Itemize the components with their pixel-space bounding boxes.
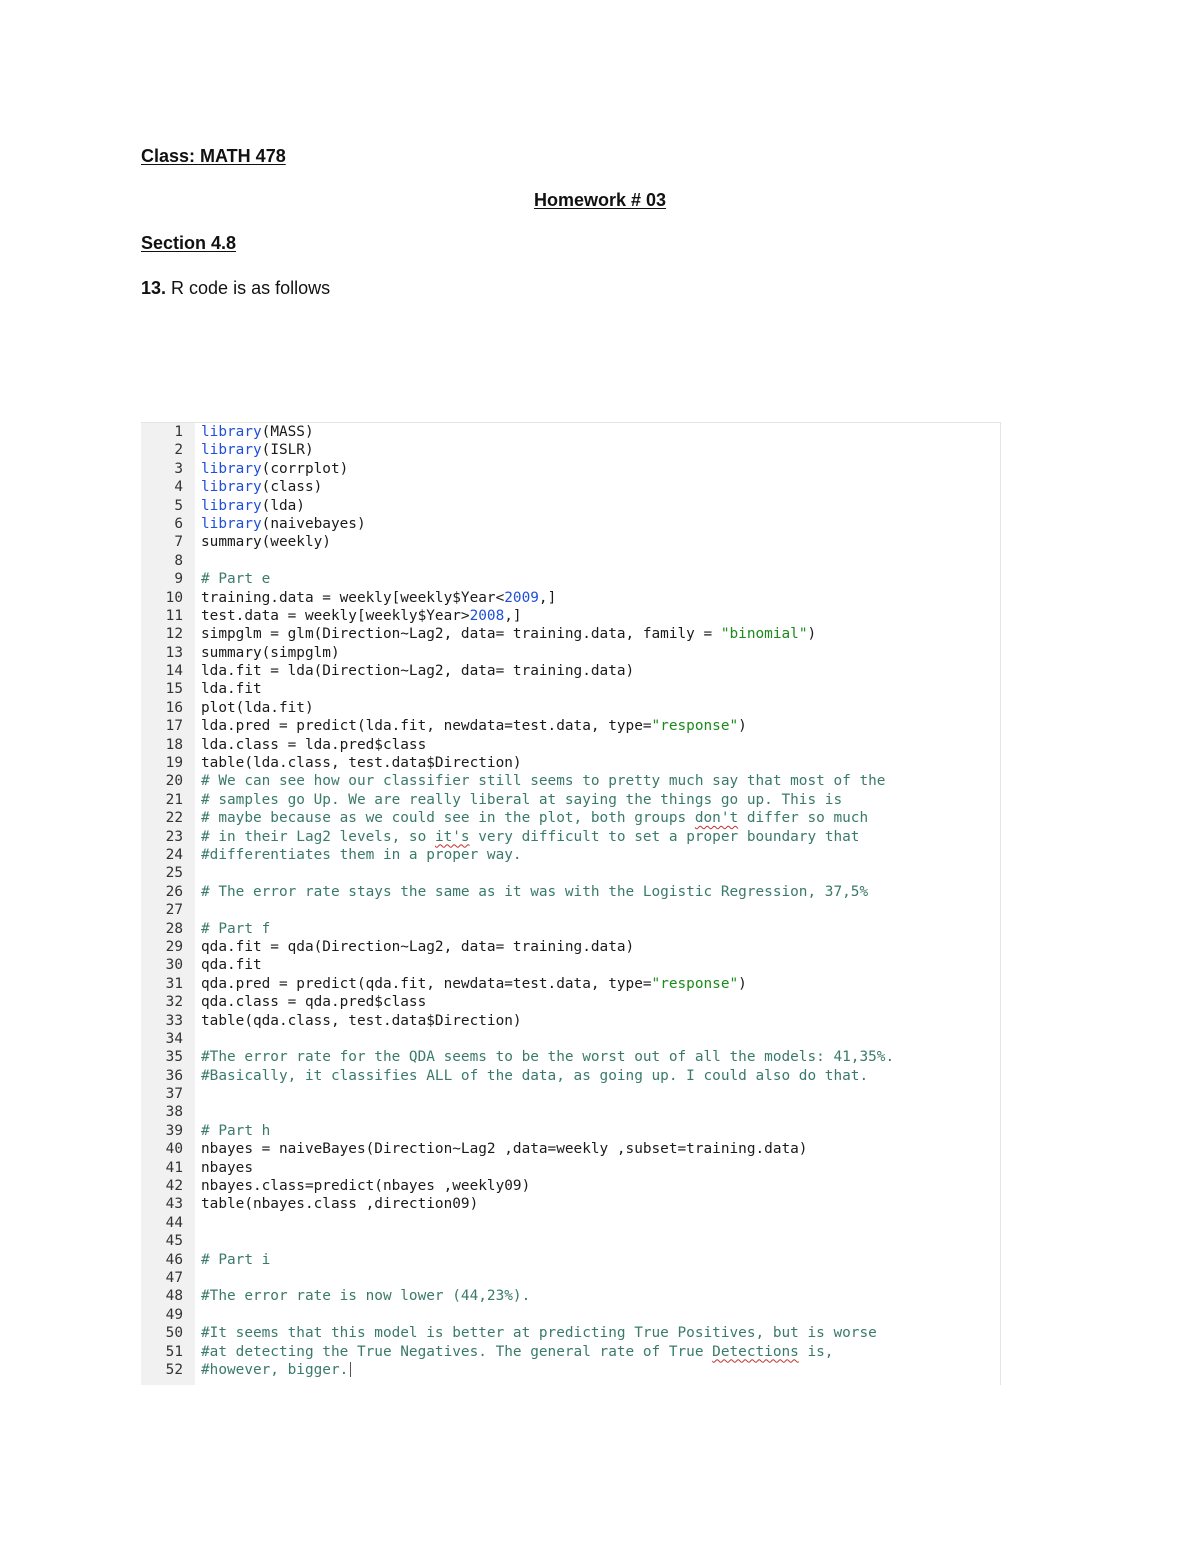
code-line	[141, 607, 1000, 625]
code-token: differ so much	[738, 810, 869, 827]
code-line	[141, 680, 1000, 698]
line-number: 48	[165, 1288, 183, 1305]
line-number: 18	[165, 736, 183, 753]
code-token: # The error rate stays the same as it was with the Logistic Regression, 37,5%	[201, 883, 869, 900]
code-text	[201, 1122, 270, 1140]
code-line	[141, 662, 1000, 680]
line-number: 4	[174, 479, 183, 496]
code-line	[141, 644, 1000, 662]
code-token: #at detecting the True Negatives. The general rate of True	[201, 1343, 713, 1360]
code-token: library	[201, 479, 262, 496]
problem-number: 13.	[141, 278, 167, 298]
code-token: 2008	[469, 607, 505, 624]
code-line	[141, 1324, 1000, 1342]
code-line	[141, 772, 1000, 790]
line-number: 13	[165, 644, 183, 661]
line-number: 42	[165, 1178, 183, 1195]
code-line	[141, 1195, 1000, 1213]
line-number: 2	[174, 442, 183, 459]
code-token: # Part h	[201, 1122, 271, 1139]
line-number: 26	[165, 883, 183, 900]
code-text	[201, 920, 270, 938]
code-line	[141, 1048, 1000, 1066]
code-token: qda.fit = qda(Direction~Lag2, data= training.data)	[201, 938, 635, 955]
code-token: # maybe because as we could see in the plot, both groups	[201, 810, 695, 827]
code-text	[201, 938, 634, 956]
code-line	[141, 1306, 1000, 1324]
line-number: 14	[165, 663, 183, 680]
line-number: 34	[165, 1030, 183, 1047]
code-token: #The error rate is now lower (44,23%).	[201, 1288, 531, 1305]
line-number: 20	[165, 773, 183, 790]
code-token: very difficult to set a proper boundary that	[469, 828, 860, 845]
code-text	[201, 993, 426, 1011]
line-number: 44	[165, 1214, 183, 1231]
code-token: "response"	[651, 718, 739, 735]
code-line	[141, 736, 1000, 754]
code-token: )	[738, 718, 747, 735]
code-text	[201, 717, 747, 735]
code-line	[141, 625, 1000, 643]
code-text	[201, 1287, 530, 1305]
code-text	[201, 1159, 253, 1177]
line-number: 40	[165, 1141, 183, 1158]
code-text	[201, 772, 885, 790]
code-text	[201, 809, 868, 827]
code-token: "response"	[651, 975, 739, 992]
code-line	[141, 497, 1000, 515]
code-token: table(nbayes.class ,direction09)	[201, 1196, 479, 1213]
code-token: #The error rate for the QDA seems to be the worst out of all the models: 41,35%.	[201, 1049, 895, 1066]
line-number: 17	[165, 718, 183, 735]
class-label: Class: MATH 478	[141, 146, 286, 166]
code-token: training.data = weekly[weekly$Year<	[201, 589, 505, 606]
code-text	[201, 644, 340, 662]
code-token: test.data = weekly[weekly$Year>	[201, 607, 470, 624]
code-token: #Basically, it classifies ALL of the data, as going up. I could also do that.	[201, 1067, 869, 1084]
code-token: # in their Lag2 levels, so	[201, 828, 435, 845]
code-token: library	[201, 497, 262, 514]
line-number: 39	[165, 1122, 183, 1139]
line-number: 32	[165, 994, 183, 1011]
code-line	[141, 901, 1000, 919]
code-text	[201, 975, 747, 993]
line-number: 41	[165, 1159, 183, 1176]
code-line	[141, 1214, 1000, 1232]
line-number: 7	[174, 534, 183, 551]
code-line	[141, 791, 1000, 809]
code-text	[201, 570, 270, 588]
code-text	[201, 1361, 351, 1379]
line-number: 46	[165, 1251, 183, 1268]
code-token: (class)	[261, 479, 323, 496]
code-text	[201, 1177, 530, 1195]
code-token: #however, bigger.	[201, 1361, 349, 1378]
code-token: is,	[798, 1343, 834, 1360]
code-token: #differentiates them in a proper way.	[201, 846, 522, 863]
code-token: Detections	[712, 1343, 799, 1360]
code-line	[141, 920, 1000, 938]
code-token: nbayes	[201, 1159, 253, 1176]
code-text	[201, 846, 522, 864]
line-number: 35	[165, 1049, 183, 1066]
code-line	[141, 1103, 1000, 1121]
line-number: 33	[165, 1012, 183, 1029]
code-token: ,]	[538, 589, 557, 606]
code-token: ,]	[504, 607, 522, 624]
code-token: lda.class = lda.pred$class	[201, 736, 427, 753]
line-number: 10	[165, 589, 183, 606]
line-number: 43	[165, 1196, 183, 1213]
code-token: library	[201, 424, 262, 440]
code-token: table(qda.class, test.data$Direction)	[201, 1012, 522, 1029]
line-number: 11	[165, 607, 183, 624]
line-number: 36	[165, 1067, 183, 1084]
code-text	[201, 1195, 478, 1213]
code-line	[141, 809, 1000, 827]
line-number: 16	[165, 699, 183, 716]
line-number: 19	[165, 755, 183, 772]
problem-statement	[141, 277, 330, 299]
code-line	[141, 1030, 1000, 1048]
code-text	[201, 1048, 894, 1066]
code-text	[201, 607, 522, 625]
code-token: nbayes = naiveBayes(Direction~Lag2 ,data=weekly ,subset=training.data)	[201, 1141, 808, 1158]
code-editor-screenshot	[141, 422, 1001, 1385]
code-token: (lda)	[261, 497, 305, 514]
code-line	[141, 478, 1000, 496]
code-text	[201, 736, 426, 754]
code-line	[141, 570, 1000, 588]
line-number: 45	[165, 1233, 183, 1250]
code-token: nbayes.class=predict(nbayes ,weekly09)	[201, 1178, 531, 1195]
code-text	[201, 1343, 833, 1361]
code-token: library	[201, 460, 262, 477]
code-token: don't	[694, 810, 739, 827]
code-text	[201, 625, 816, 643]
code-line	[141, 1085, 1000, 1103]
code-token: # samples go Up. We are really liberal at saying the things go up. This is	[201, 791, 843, 808]
problem-text: R code is as follows	[166, 278, 331, 298]
code-token: lda.fit	[201, 681, 262, 698]
code-line	[141, 1177, 1000, 1195]
code-line	[141, 1122, 1000, 1140]
line-number: 28	[165, 920, 183, 937]
code-token: #It seems that this model is better at predicting True Positives, but is worse	[201, 1325, 877, 1342]
code-text	[201, 828, 859, 846]
code-line	[141, 828, 1000, 846]
code-line	[141, 515, 1000, 533]
code-token: table(lda.class, test.data$Direction)	[201, 755, 522, 772]
code-token: qda.pred = predict(qda.fit, newdata=test.data, type=	[201, 975, 652, 992]
code-lines	[141, 423, 1000, 1379]
code-token: summary(weekly)	[201, 534, 331, 551]
line-number: 50	[165, 1325, 183, 1342]
code-token: lda.fit = lda(Direction~Lag2, data= training.data)	[201, 663, 635, 680]
line-number: 12	[165, 626, 183, 643]
line-number: 1	[174, 424, 183, 440]
code-line	[141, 1287, 1000, 1305]
line-number: 24	[165, 846, 183, 863]
code-text	[201, 533, 331, 551]
code-line	[141, 754, 1000, 772]
code-line	[141, 1067, 1000, 1085]
code-line	[141, 460, 1000, 478]
code-line	[141, 552, 1000, 570]
code-line	[141, 1343, 1000, 1361]
code-line	[141, 846, 1000, 864]
code-text	[201, 497, 305, 515]
code-token: # We can see how our classifier still seems to pretty much say that most of the	[201, 773, 886, 790]
homework-title: Homework # 03	[533, 190, 667, 210]
line-number: 29	[165, 938, 183, 955]
code-line	[141, 1232, 1000, 1250]
code-token: (corrplot)	[261, 460, 349, 477]
line-number: 38	[165, 1104, 183, 1121]
code-text	[201, 680, 262, 698]
code-text	[201, 662, 634, 680]
code-line	[141, 1361, 1000, 1379]
line-number: 47	[165, 1269, 183, 1286]
code-text	[201, 1012, 522, 1030]
line-number: 3	[174, 460, 183, 477]
text-cursor	[350, 1362, 351, 1377]
code-text	[201, 423, 314, 441]
line-number: 27	[165, 902, 183, 919]
code-text	[201, 1324, 877, 1342]
code-token: 2009	[504, 589, 539, 606]
line-number: 21	[165, 791, 183, 808]
code-token: # Part f	[201, 920, 271, 937]
code-line	[141, 883, 1000, 901]
code-token: lda.pred = predict(lda.fit, newdata=test.data, type=	[201, 718, 652, 735]
line-number: 5	[174, 497, 183, 514]
code-line	[141, 441, 1000, 459]
code-line	[141, 1012, 1000, 1030]
line-number: 22	[165, 810, 183, 827]
code-token: (MASS)	[261, 424, 314, 440]
code-token: qda.fit	[201, 957, 262, 974]
code-line	[141, 533, 1000, 551]
code-text	[201, 589, 556, 607]
code-line	[141, 699, 1000, 717]
code-token: "binomial"	[720, 626, 808, 643]
line-number: 6	[174, 515, 183, 532]
line-number: 25	[165, 865, 183, 882]
code-token: qda.class = qda.pred$class	[201, 994, 427, 1011]
code-text	[201, 460, 348, 478]
code-token: # Part i	[201, 1251, 271, 1268]
code-line	[141, 589, 1000, 607]
code-token: )	[738, 975, 747, 992]
code-text	[201, 699, 314, 717]
code-text	[201, 1067, 868, 1085]
code-line	[141, 1269, 1000, 1287]
line-number: 37	[165, 1086, 183, 1103]
code-token: plot(lda.fit)	[201, 699, 314, 716]
code-line	[141, 975, 1000, 993]
code-line	[141, 993, 1000, 1011]
code-line	[141, 1159, 1000, 1177]
code-token: summary(simpglm)	[201, 644, 340, 661]
code-token: (naivebayes)	[261, 515, 366, 532]
line-number: 15	[165, 681, 183, 698]
code-text	[201, 956, 262, 974]
code-token: # Part e	[201, 571, 271, 588]
code-line	[141, 717, 1000, 735]
code-line	[141, 1251, 1000, 1269]
code-line	[141, 1140, 1000, 1158]
code-token: (ISLR)	[261, 442, 314, 459]
code-token: library	[201, 442, 262, 459]
line-number: 31	[165, 975, 183, 992]
code-line	[141, 938, 1000, 956]
line-number: 23	[165, 828, 183, 845]
code-token: it's	[434, 828, 470, 845]
line-number: 52	[165, 1361, 183, 1378]
code-line	[141, 864, 1000, 882]
code-text	[201, 478, 322, 496]
code-text	[201, 754, 522, 772]
code-text	[201, 515, 366, 533]
code-text	[201, 883, 868, 901]
code-text	[201, 441, 314, 459]
code-token: simpglm = glm(Direction~Lag2, data= training.data, family =	[201, 626, 721, 643]
code-text	[201, 1251, 270, 1269]
code-text	[201, 791, 842, 809]
code-line	[141, 956, 1000, 974]
line-number: 9	[174, 571, 183, 588]
line-number: 51	[165, 1343, 183, 1360]
line-number: 8	[174, 552, 183, 569]
code-line	[141, 423, 1000, 441]
code-text	[201, 1140, 807, 1158]
line-number: 49	[165, 1306, 183, 1323]
homework-title-row	[0, 189, 1200, 211]
line-number: 30	[165, 957, 183, 974]
section-label: Section 4.8	[141, 233, 237, 253]
code-token: library	[201, 515, 262, 532]
code-token: )	[807, 626, 817, 643]
